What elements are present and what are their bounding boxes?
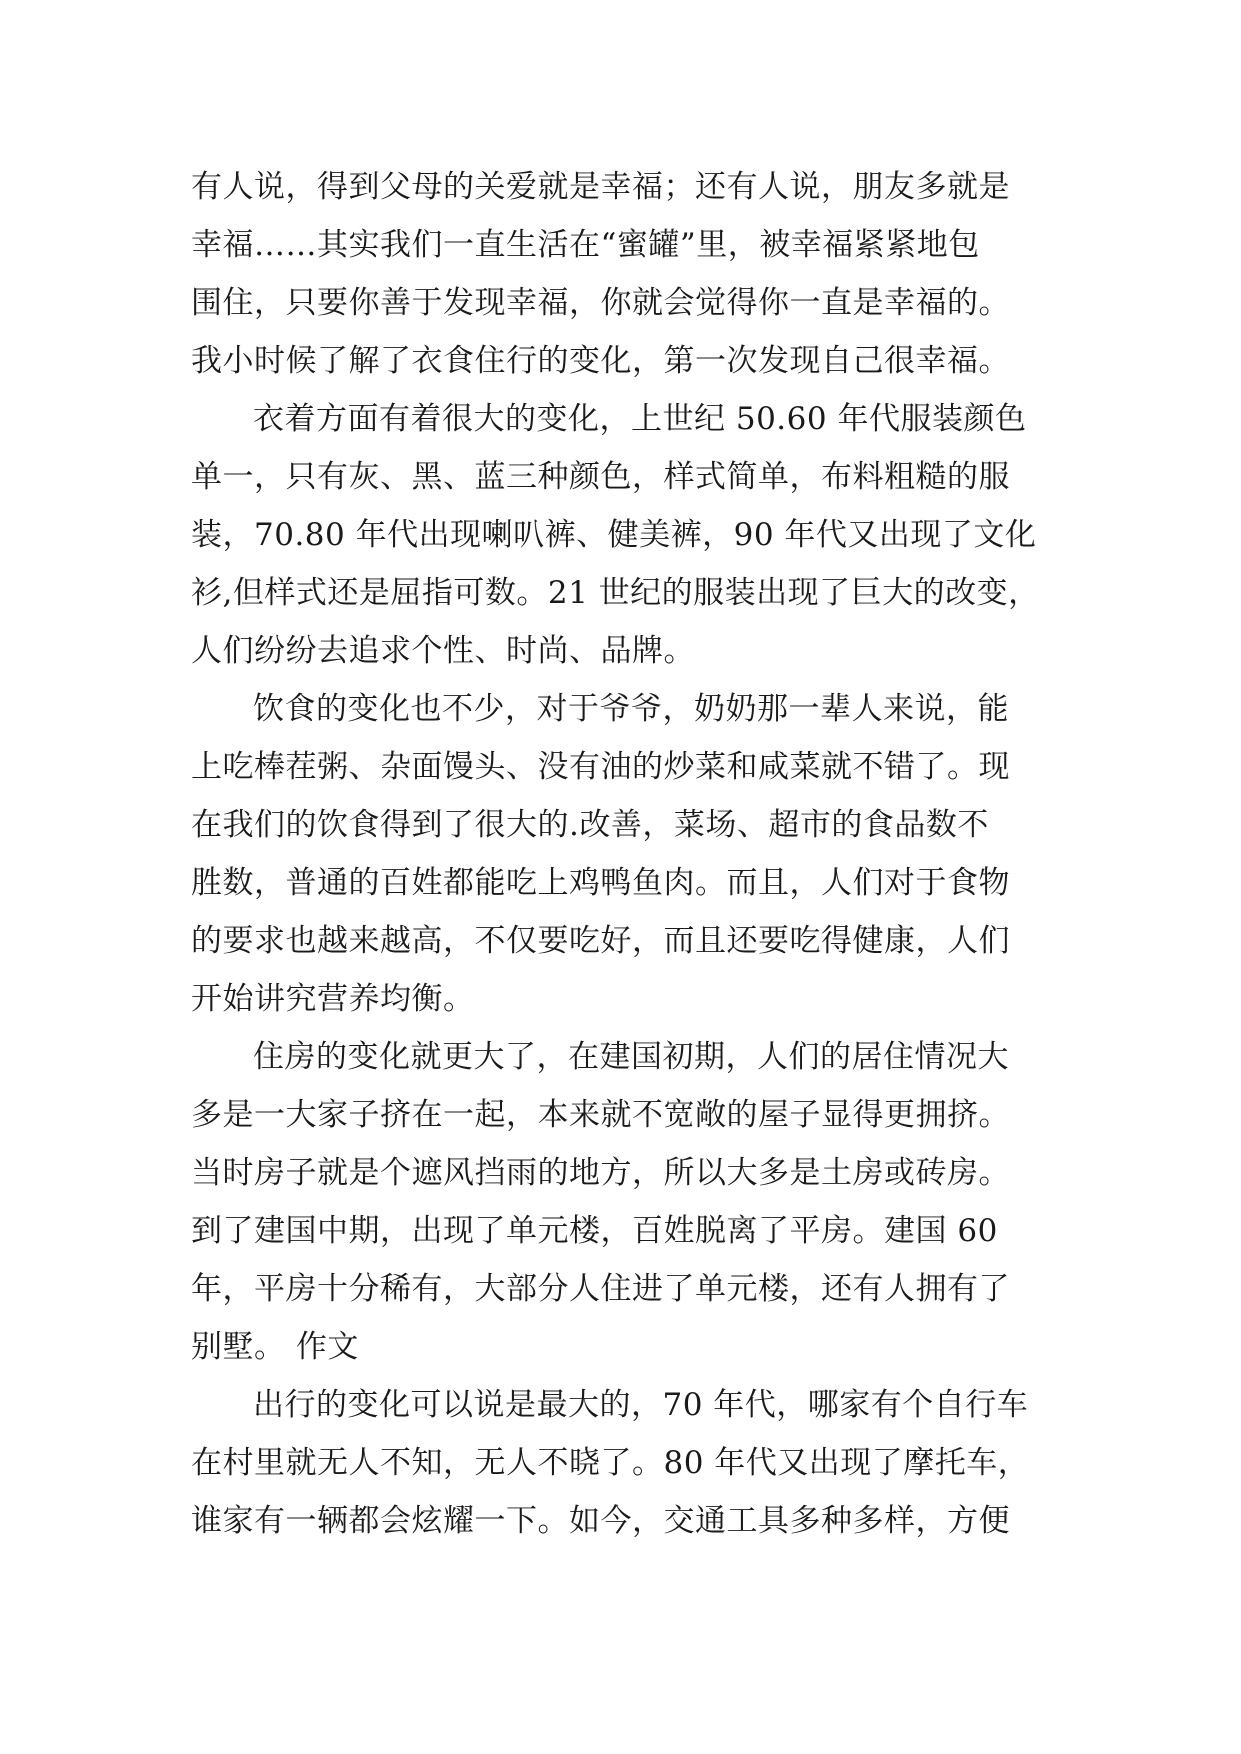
- text-line: 住房的变化就更大了，在建国初期，人们的居住情况大: [253, 1039, 1009, 1075]
- text-line: 幸福……其实我们一直生活在“蜜罐”里，被幸福紧紧地包: [191, 227, 980, 263]
- text-line: 在我们的饮食得到了很大的.改善，菜场、超市的食品数不: [191, 807, 989, 843]
- text-line: 谁家有一辆都会炫耀一下。如今，交通工具多种多样，方便: [191, 1503, 1010, 1539]
- text-line: 人们纷纷去追求个性、时尚、品牌。: [191, 633, 695, 669]
- text-line: 装，70.80 年代出现喇叭裤、健美裤，90 年代又出现了文化: [191, 517, 1037, 553]
- paragraph: [191, 390, 1051, 680]
- paragraph: [191, 158, 1051, 390]
- body-text: [191, 158, 1051, 1550]
- text-line: 围住，只要你善于发现幸福，你就会觉得你一直是幸福的。: [191, 285, 1010, 321]
- paragraph: [191, 1028, 1051, 1376]
- text-line: 衣着方面有着很大的变化，上世纪 50.60 年代服装颜色: [253, 401, 1027, 437]
- text-line: 别墅。 作文: [191, 1329, 359, 1365]
- text-line: 到了建国中期，出现了单元楼，百姓脱离了平房。建国 60: [191, 1213, 998, 1249]
- paragraph: [191, 1376, 1051, 1550]
- text-line: 我小时候了解了衣食住行的变化，第一次发现自己很幸福。: [191, 343, 1010, 379]
- text-line: 年，平房十分稀有，大部分人住进了单元楼，还有人拥有了: [191, 1271, 1010, 1307]
- text-line: 开始讲究营养均衡。: [191, 981, 475, 1017]
- text-line: 当时房子就是个遮风挡雨的地方，所以大多是土房或砖房。: [191, 1155, 1010, 1191]
- paragraph: [191, 680, 1051, 1028]
- text-line: 在村里就无人不知，无人不晓了。80 年代又出现了摩托车，: [191, 1445, 1030, 1481]
- text-line: 的要求也越来越高，不仅要吃好，而且还要吃得健康，人们: [191, 923, 1010, 959]
- text-line: 有人说，得到父母的关爱就是幸福；还有人说，朋友多就是: [191, 169, 1010, 205]
- text-line: 上吃棒茬粥、杂面馒头、没有油的炒菜和咸菜就不错了。现: [191, 749, 1010, 785]
- text-line: 胜数，普通的百姓都能吃上鸡鸭鱼肉。而且，人们对于食物: [191, 865, 1010, 901]
- text-line: 饮食的变化也不少，对于爷爷，奶奶那一辈人来说，能: [253, 691, 1009, 727]
- text-line: 单一，只有灰、黑、蓝三种颜色，样式简单，布料粗糙的服: [191, 459, 1010, 495]
- text-line: 衫,但样式还是屈指可数。21 世纪的服装出现了巨大的改变，: [191, 575, 1040, 611]
- text-line: 多是一大家子挤在一起，本来就不宽敞的屋子显得更拥挤。: [191, 1097, 1010, 1133]
- text-line: 出行的变化可以说是最大的，70 年代，哪家有个自行车: [253, 1387, 1029, 1423]
